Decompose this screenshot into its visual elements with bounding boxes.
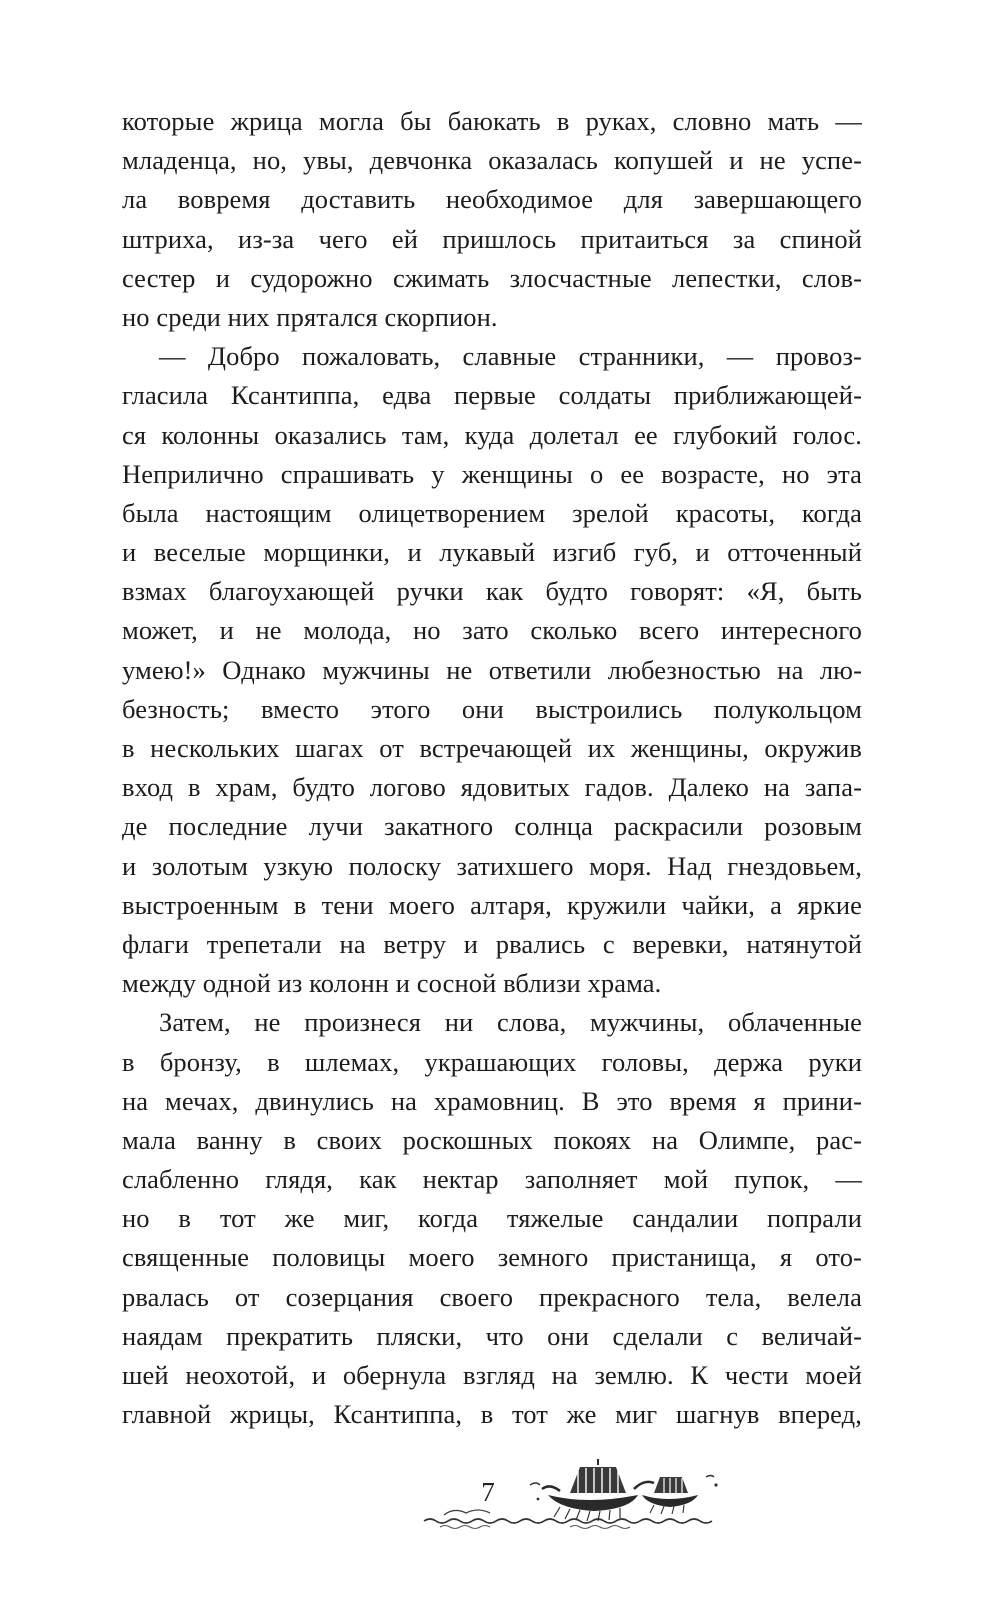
text-line: младенца, но, увы, девчонка оказалась копушей и не успе- [122,145,862,176]
text-line: слабленно глядя, как нектар заполняет мой пупок, — [122,1164,862,1195]
text-line: вход в храм, будто логово ядовитых гадов. Далеко на запа- [122,772,862,803]
text-line: главной жрицы, Ксантиппа, в тот же миг шагнув вперед, [122,1399,862,1430]
text-line: на мечах, двинулись на храмовниц. В это время я прини- [122,1085,862,1116]
text-line: но среди них прятался скорпион. [122,301,498,332]
page-footer [0,1455,1000,1545]
text-line: Неприлично спрашивать у женщины о ее возрасте, но эта [122,458,862,489]
greek-ships-ornament-icon [420,1455,730,1540]
text-line: и золотым узкую полоску затихшего моря. Над гнездовьем, [122,850,862,881]
text-line: безность; вместо этого они выстроились полукольцом [122,693,862,724]
text-line: — Добро пожаловать, славные странники, — провоз- [159,341,862,372]
body-text [122,102,862,1434]
text-line: в бронзу, в шлемах, украшающих головы, держа руки [122,1046,862,1077]
text-line: которые жрица могла бы баюкать в руках, словно мать — [122,106,862,136]
text-line: в нескольких шагах от встречающей их женщины, окружив [122,733,862,763]
text-line: штриха, из-за чего ей пришлось притаиться за спиной [122,223,862,254]
text-line: наядам прекратить пляски, что они сделали с величай- [122,1320,862,1351]
text-line: между одной из колонн и сосной вблизи храма. [122,968,662,999]
text-line: взмах благоухающей ручки как будто говорят: «Я, быть [122,576,862,607]
text-line: гласила Ксантиппа, едва первые солдаты приближающей- [122,380,862,411]
text-line: рвалась от созерцания своего прекрасного тела, велела [122,1281,862,1312]
paragraph-1 [122,102,862,337]
text-line: священные половицы моего земного пристанища, я ото- [122,1242,862,1273]
text-line: сестер и судорожно сжимать злосчастные лепестки, слов- [122,262,862,293]
text-line: де последние лучи закатного солнца раскрасили розовым [122,811,862,842]
text-line: мала ванну в своих роскошных покоях на Олимпе, рас- [122,1124,862,1155]
text-line: была настоящим олицетворением зрелой красоты, когда [122,497,862,528]
text-line: шей неохотой, и обернула взгляд на землю. К чести моей [122,1360,862,1390]
text-line: флаги трепетали на ветру и рвались с веревки, натянутой [122,928,862,959]
text-line: выстроенным в тени моего алтаря, кружили чайки, а яркие [122,889,862,920]
page-number: 7 [481,1477,495,1507]
paragraph-3 [122,1003,862,1434]
text-line: умею!» Однако мужчины не ответили любезностью на лю- [122,654,862,685]
text-line: может, и не молода, но зато сколько всего интересного [122,615,862,646]
text-line: и веселые морщинки, и лукавый изгиб губ, и отточенный [122,537,862,568]
text-line: Затем, не произнеся ни слова, мужчины, облаченные [159,1007,862,1038]
paragraph-2 [122,337,862,1003]
text-line: но в тот же миг, когда тяжелые сандалии попрали [122,1203,862,1234]
text-line: ся колонны оказались там, куда долетал ее глубокий голос. [122,419,862,450]
text-line: ла вовремя доставить необходимое для завершающего [122,184,862,215]
